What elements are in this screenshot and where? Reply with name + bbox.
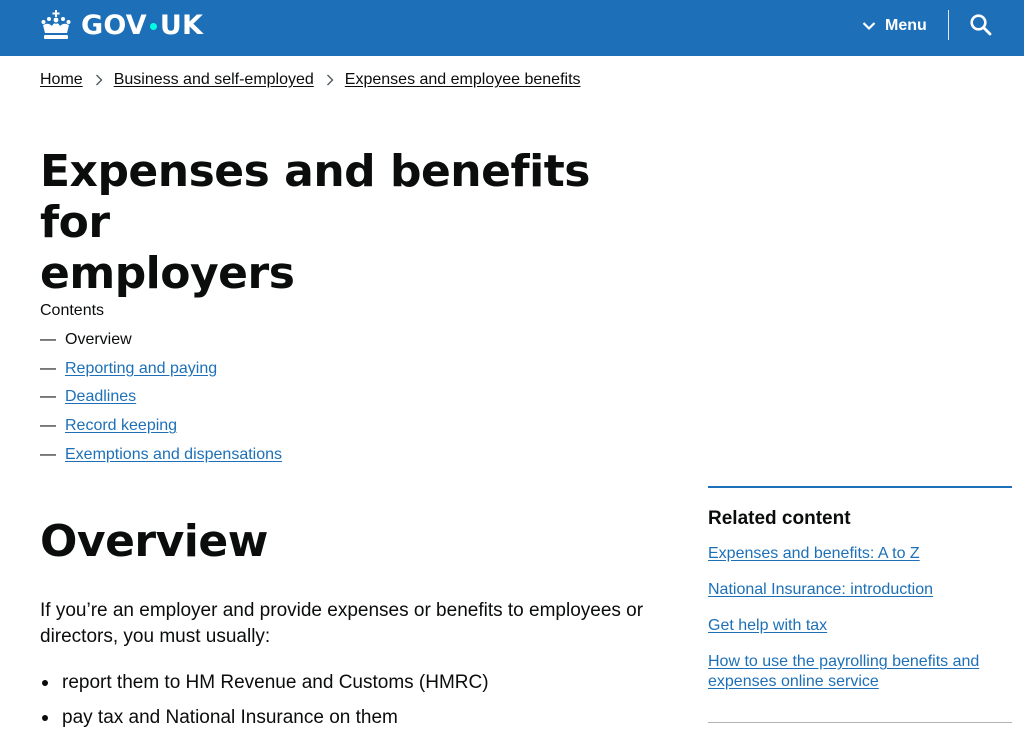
contents-item-deadlines: [40, 388, 282, 417]
bullet-icon: [42, 715, 48, 721]
contents-dash: —: [40, 417, 56, 435]
list-item: [40, 705, 489, 730]
contents-link-record-keeping[interactable]: Record keeping: [65, 417, 178, 435]
list-item: [708, 616, 1012, 636]
chevron-down-icon: [862, 21, 876, 31]
breadcrumb-home-link[interactable]: Home: [40, 71, 83, 88]
contents-dash: —: [40, 445, 56, 463]
contents-item-overview: [40, 331, 282, 360]
chevron-right-icon: [326, 74, 334, 86]
list-item: [708, 652, 1012, 692]
logo-text-gov: GOV: [81, 9, 147, 41]
overview-bullet-list: [40, 670, 489, 730]
logo-dot: [150, 23, 157, 30]
section-heading-overview: Overview: [40, 516, 268, 567]
menu-button[interactable]: [862, 14, 927, 38]
page-title-line2: employers: [40, 248, 295, 299]
bullet-text: pay tax and National Insurance on them: [62, 707, 398, 728]
govuk-logo-link[interactable]: [40, 7, 203, 43]
contents-item-reporting: [40, 360, 282, 389]
contents-list: [40, 331, 282, 474]
list-item: [40, 670, 489, 696]
crown-icon: [40, 10, 72, 40]
list-item: [708, 580, 1012, 600]
page-title-line1: Expenses and benefits for: [40, 146, 590, 248]
related-link-payrolling-service[interactable]: How to use the payrolling benefits and expenses online service: [708, 653, 980, 690]
contents-item-record-keeping: [40, 417, 282, 446]
contents-label: Contents: [40, 302, 105, 319]
contents-dash: —: [40, 359, 56, 377]
contents-link-reporting-and-paying[interactable]: Reporting and paying: [65, 359, 218, 377]
related-content-title: Related content: [708, 508, 851, 529]
bullet-text: report them to HM Revenue and Customs (HMRC): [62, 672, 489, 693]
site-header: [0, 0, 1024, 56]
related-bottom-divider: [708, 722, 1012, 723]
search-button[interactable]: [969, 13, 993, 37]
list-item: [708, 544, 1012, 564]
contents-link-deadlines[interactable]: Deadlines: [65, 388, 137, 406]
contents-current-overview: Overview: [65, 331, 132, 348]
bullet-icon: [42, 680, 48, 686]
breadcrumb-business-link[interactable]: Business and self-employed: [113, 71, 314, 88]
overview-intro-text: If you’re an employer and provide expenses or benefits to employees or directors, you must usually:: [40, 600, 644, 647]
header-divider: [948, 10, 949, 40]
menu-label: Menu: [885, 17, 927, 34]
search-icon: [969, 13, 993, 37]
page-title: [40, 146, 660, 299]
contents-item-exemptions: [40, 446, 282, 475]
contents-link-exemptions[interactable]: Exemptions and dispensations: [65, 445, 283, 463]
related-link-a-to-z[interactable]: Expenses and benefits: A to Z: [708, 545, 920, 562]
breadcrumb-expenses-link[interactable]: Expenses and employee benefits: [344, 71, 581, 88]
contents-dash: —: [40, 331, 56, 348]
related-links-list: [708, 544, 1012, 692]
breadcrumb: [40, 71, 581, 89]
logo-text: [81, 10, 203, 41]
logo-text-uk: UK: [159, 9, 204, 41]
chevron-right-icon: [95, 74, 103, 86]
related-link-help-with-tax[interactable]: Get help with tax: [708, 617, 828, 634]
related-link-national-insurance[interactable]: National Insurance: introduction: [708, 581, 934, 598]
related-content-panel: [708, 486, 1012, 708]
contents-dash: —: [40, 388, 56, 406]
